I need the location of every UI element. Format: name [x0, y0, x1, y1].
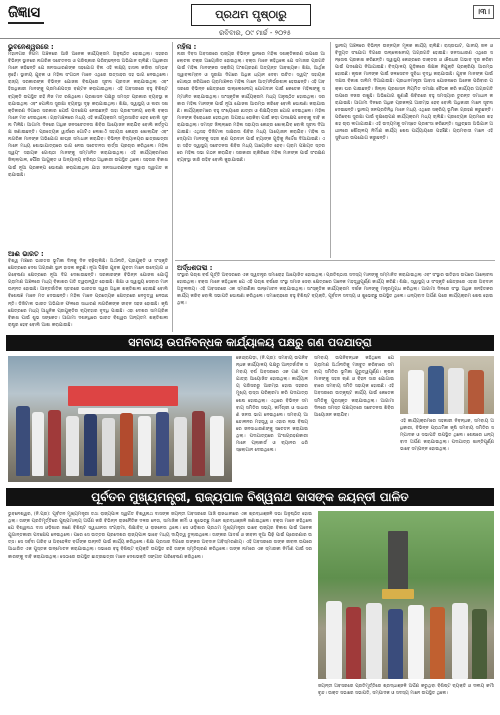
tribute-photo	[318, 511, 494, 679]
newspaper-logo: ଜିଜ୍ଞାସ	[8, 3, 40, 21]
col3-body: ସ୍ଥାନୀୟ ଅଞ୍ଚଳରେ ବିଭିନ୍ନ ଉନ୍ନୟନ ମୂଳକ କାର୍ଯ୍ୟ ଚାଲିଛି। ରାସ୍ତାଘାଟ, ପାନୀୟ ଜଳ ଓ ବିଦ୍ୟୁତ ସଂଯୋଗ ଦିଗରେ ଉଲ୍ଲେଖନୀୟ ଅଗ୍ରଗତି ହୋଇଛି। ଜନସାଧାରଣ ଏଥିରେ ସନ୍ତୋଷ ପ୍ରକାଶ କରିଛନ୍ତି। ସ୍ୱାସ୍ଥ୍ୟ କେନ୍ଦ୍ରରେ ଡାକ୍ତର ଓ ଔଷଧର ଅଭାବ ଦୂର କରିବା ପାଇଁ ପଦକ୍ଷେପ ନିଆଯାଇଛି। ବିଦ୍ୟାଳୟ ଗୁଡ଼ିକରେ ଶିକ୍ଷକ ନିଯୁକ୍ତି ପ୍ରକ୍ରିୟା ଆରମ୍ଭ ହୋଇଛି। କୃଷକ ମାନଙ୍କ ପାଇଁ ଜଳସେଚନ ସୁବିଧା ବୃଦ୍ଧି କରାଯାଉଛି। ଯୁବକ ମାନଙ୍କ ପାଇଁ ଦକ୍ଷତା ବିକାଶ ତାଲିମ ଦିଆଯାଉଛି। ପ୍ରଧାନମନ୍ତ୍ରୀ ଆବାସ ଯୋଜନାରେ ଅନେକ ପରିବାର ପକ୍କା ଘର ପାଇଛନ୍ତି। ଜିଲ୍ଲା ପ୍ରଶାସନ ନିୟମିତ ସମୀକ୍ଷା ବୈଠକ କରି କାର୍ଯ୍ୟର ଅଗ୍ରଗତି ଉପରେ ନଜର ରଖୁଛି। ଅଭିଯୋଗ ଶୁଣାଣି ଶିବିରରେ ବହୁ ସମସ୍ୟାର ତୁରନ୍ତ ସମାଧାନ କରାଯାଇଛି। ଆଗାମୀ ଦିନରେ ଅଧିକ ପ୍ରକଳ୍ପ ଆରମ୍ଭ ହେବ ବୋଲି ଅଧିକାରୀ ମାନେ ସୂଚନା ଦେଇଛନ୍ତି। ସ୍ଥାନୀୟ ଜନପ୍ରତିନିଧି ମାନେ ମଧ୍ୟ ଏଥିରେ ସକ୍ରିୟ ଭୂମିକା ଗ୍ରହଣ କରୁଛନ୍ତି। ପରିବେଶ ସୁରକ୍ଷା ପାଇଁ ବୃକ୍ଷରୋପଣ କାର୍ଯ୍ୟକ୍ରମ ମଧ୍ୟ ଚାଲିଛି। ପ୍ରତ୍ୟେକ ଗ୍ରାମରେ ଶହ ଶହ ଚାରା ଲଗାଯାଉଛି। ଏହି ଉଦ୍ୟମକୁ ସମସ୍ତେ ପ୍ରଶଂସା କରିଛନ୍ତି। ସ୍ୱଚ୍ଛତା ଅଭିଯାନ ଅଧୀନରେ ଶୌଚାଳୟ ନିର୍ମାଣ କାର୍ଯ୍ୟ ଶେଷ ପର୍ଯ୍ୟାୟରେ ପହଞ୍ଚିଛି। ଗ୍ରାମବାସୀ ମାନେ ଏହି ସୁବିଧାର ଉପଯୋଗ କରୁଛନ୍ତି।	[335, 44, 493, 142]
story1-banner: ସମବାୟ ଉପନିବନ୍ଧକ କାର୍ଯ୍ୟାଳୟ ପକ୍ଷରୁ ଗଣ ପଦଯାତ୍ରା	[6, 335, 494, 351]
story2-body: ଭୁବନେଶ୍ୱର, (ନି.ପ୍ର): ପୂର୍ବତନ ମୁଖ୍ୟମନ୍ତ୍ରୀ ତଥା ରାଜ୍ୟପାଳ ସ୍ୱର୍ଗତ ବିଶ୍ୱନାଥ ଦାସଙ୍କ ଜୟନ୍ତୀ ଅବସରରେ ଆଜି ରାଜଧାନୀରେ ଏକ ଶ୍ରଦ୍ଧାଞ୍ଜଳି ସଭା ଅନୁଷ୍ଠିତ ହୋଇଥିଲା। ତାଙ୍କ ପ୍ରତିମୂର୍ତ୍ତିରେ ପୁଷ୍ପମାଲ୍ୟ ଅର୍ପଣ କରି ବିଭିନ୍ନ ରାଜନୈତିକ ଦଳର ନେତା, ସାମାଜିକ କର୍ମୀ ଓ ଶୁଭେଚ୍ଛୁ ମାନେ ଶ୍ରଦ୍ଧାଞ୍ଜଳି ଜଣାଇଥିଲେ। ବକ୍ତା ମାନେ କହିଥିଲେ ଯେ ବିଶ୍ୱନାଥ ଦାସ ଓଡ଼ିଶାର ଜଣେ ବିଶିଷ୍ଟ ସ୍ୱାଧୀନତା ସଂଗ୍ରାମୀ, ଶିକ୍ଷାବିତ୍ ଓ ରାଜନେତା ଥିଲେ। ସେ ଓଡ଼ିଶାର ପ୍ରଥମ ମୁଖ୍ୟମନ୍ତ୍ରୀ ଭାବେ ରାଜ୍ୟର ବିକାଶ ପାଇଁ ଅନେକ ଯୁଗାନ୍ତକାରୀ ପଦକ୍ଷେପ ନେଇଥିଲେ। ପରେ ସେ ଉତ୍ତର ପ୍ରଦେଶର ରାଜ୍ୟପାଳ ଭାବେ ମଧ୍ୟ ଦାୟିତ୍ୱ ତୁଲାଇଥିଲେ। ତାଙ୍କର ଆଦର୍ଶ ଓ ଜୀବନୀ ନୂଆ ପିଢ଼ି ପାଇଁ ପ୍ରେରଣାର ଉତ୍ସ। ସେ ସର୍ବଦା ଗରିବ ଓ ଅବହେଳିତ ବର୍ଗଙ୍କ ଉନ୍ନତି ପାଇଁ କାର୍ଯ୍ୟ କରିଥିଲେ। ଶିକ୍ଷା ପ୍ରସାର ଦିଗରେ ତାଙ୍କର ଅବଦାନ ଅବିସ୍ମରଣୀୟ। ଏହି ଅବସରରେ ତାଙ୍କ ଜୀବନୀ ଉପରେ ଆଧାରିତ ଏକ ପୁସ୍ତକ ଉନ୍ମୋଚନ କରାଯାଇଥିଲା। ସଭାରେ ବହୁ ବିଶିଷ୍ଟ ବ୍ୟକ୍ତି ଉପସ୍ଥିତ ରହି ତାଙ୍କ ସ୍ମୃତିଚାରଣ କରିଥିଲେ। ତାଙ୍କ ନାମରେ ଏକ ସ୍ମାରକୀ ନିର୍ମାଣ ପାଇଁ ସରକାରଙ୍କୁ ଦାବି କରାଯାଇଥିଲା। ସେଠାରେ ଉପସ୍ଥିତ ଛାତ୍ରଛାତ୍ରୀ ମାନେ ଦେଶଭକ୍ତି ସଙ୍ଗୀତ ପରିବେଷଣ କରିଥିଲେ।	[8, 512, 312, 560]
page-number: ।୩।	[473, 5, 495, 19]
tribute-photo-caption: ଜୟନ୍ତୀ ଅବସରରେ ପ୍ରତିମୂର୍ତ୍ତିରେ ଶ୍ରଦ୍ଧାଞ୍ଜଳି ଅର୍ପଣ କରୁଥିବା ବିଶିଷ୍ଟ ବ୍ୟକ୍ତି ଓ ଦଳୀୟ କର୍ମୀ ବୃନ୍ଦ। ଉକ୍ତ ସଭାରେ ସଭାପତି, ସମ୍ପାଦକ ଓ ସଦସ୍ୟ ମାନେ ଉପସ୍ଥିତ ଥିଲେ।	[318, 684, 494, 697]
date-line: ରବିବାର, ୦୯ ମାର୍ଚ୍ଚ - ୨୦୨୫	[218, 29, 291, 37]
masthead	[0, 0, 500, 40]
block4-heading: ଅର୍ଦ୍ଧଶତାବ୍ଦୀ :	[177, 264, 213, 272]
officials-photo	[400, 356, 494, 414]
block4-body: ସଂସ୍ଥାର ପଚାଶ ବର୍ଷ ପୂର୍ତ୍ତି ଅବସରରେ ଏକ ସ୍ୱତନ୍ତ୍ର ସମାରୋହ ଆୟୋଜିତ ହୋଇଥିଲା। ପ୍ରତିଷ୍ଠାତା ସଦସ୍ୟ ମାନଙ୍କୁ ସମ୍ମାନିତ କରାଯାଇଥିଲା ଏବଂ ସଂସ୍ଥାର ଇତିହାସ ଉପରେ ଆଲୋଚନା ହୋଇଥିଲା। ବକ୍ତା ମାନେ କହିଥିଲେ ଯେ ଏହି ପଚାଶ ବର୍ଷରେ ସଂସ୍ଥା ସମାଜ ସେବା କ୍ଷେତ୍ରରେ ଅନେକ ମହତ୍ତ୍ୱପୂର୍ଣ୍ଣ କାର୍ଯ୍ୟ କରିଛି। ଶିକ୍ଷା, ସ୍ୱାସ୍ଥ୍ୟ ଓ ସଂସ୍କୃତି କ୍ଷେତ୍ରରେ ଏହାର ଅବଦାନ ଅତୁଳନୀୟ। ଏହି ଅବସରରେ ଏକ ସ୍ମରଣିକା ଉନ୍ମୋଚନ କରାଯାଇଥିଲା। ସାଂସ୍କୃତିକ କାର୍ଯ୍ୟକ୍ରମ ଦର୍ଶକ ମାନଙ୍କୁ ମନ୍ତ୍ରମୁଗ୍ଧ କରିଥିଲା। ଆଗାମୀ ଦିନରେ ସଂସ୍ଥା ଅଧିକ ଜନହିତକର କାର୍ଯ୍ୟ କରିବ ବୋଲି ସଭାପତି ଘୋଷଣା କରିଥିଲେ। ସମାରୋହରେ ବହୁ ବିଶିଷ୍ଟ ବ୍ୟକ୍ତି, ପୂର୍ବତନ ସଦସ୍ୟ ଓ ଶୁଭେଚ୍ଛୁ ଉପସ୍ଥିତ ଥିଲେ। ଧନ୍ୟବାଦ ଅର୍ପଣ ପରେ କାର୍ଯ୍ୟକ୍ରମ ଶେଷ ହୋଇଥିଲା।	[177, 273, 493, 307]
section-rule	[175, 260, 495, 261]
col1-heading-2: ଆଈ ଭାରତ :	[8, 250, 44, 258]
column-divider	[330, 42, 331, 258]
story2-banner: ପୂର୍ବତନ ମୁଖ୍ୟମନ୍ତ୍ରୀ, ରାଜ୍ୟପାଳ ବିଶ୍ୱନାଥ ଦାସଙ୍କ ଜୟନ୍ତୀ ପାଳିତ	[6, 488, 494, 506]
col1-heading: ଭୁବନେଶ୍ୱରରେ :	[8, 43, 54, 51]
masthead-rule	[0, 38, 500, 39]
story1-left-body: କେନ୍ଦ୍ରାପଡ଼ା, (ନି.ପ୍ର): ସମବାୟ ଉପନିବନ୍ଧକ କାର୍ଯ୍ୟାଳୟ ପକ୍ଷରୁ ଆନ୍ତର୍ଜାତିକ ସମବାୟ ବର୍ଷ ଅବସରରେ ଏକ ଗଣ ପଦଯାତ୍ରା ଆୟୋଜିତ ହୋଇଥିଲା। କାର୍ଯ୍ୟାଳୟ ପରିସରରୁ ଆରମ୍ଭ ହୋଇ ସହରର ମୁଖ୍ୟ ରାସ୍ତା ପରିକ୍ରମା କରି ପଦଯାତ୍ରା ଶେଷ ହୋଇଥିଲା। ଏଥିରେ ବିଭିନ୍ନ ସମବାୟ ସମିତିର ସଭ୍ୟ, କର୍ମଚାରୀ ଓ ସାଧାରଣ ଜନତା ଭାଗ ନେଇଥିଲେ। ସମବାୟ ଆନ୍ଦୋଳନର ମହତ୍ତ୍ୱ ଓ ଏହାର ଲାଭ ବିଷୟରେ ଜନସାଧାରଣଙ୍କୁ ସଚେତନ କରାଯାଇଥିଲା। ପଦଯାତ୍ରାରେ ଅଂଶଗ୍ରହଣକାରୀ ମାନେ ପ୍ଲାକାର୍ଡ ଓ ବ୍ୟାନର ଧରି ସ୍ଲୋଗାନ ଦେଇଥିଲେ।	[236, 356, 308, 454]
section-title: ପ୍ରଥମ ପୃଷ୍ଠାରୁ	[191, 4, 311, 26]
col2-heading: ମହିଳା :	[177, 43, 197, 51]
logo-underline	[8, 22, 44, 24]
col2-body: ନାରୀ ଦିବସ ଅବସରରେ ରାଜ୍ୟର ବିଭିନ୍ନ ସ୍ଥାନରେ ମହିଳା ସଶକ୍ତିକରଣ ଉପରେ ଆଲୋଚନା ଚକ୍ର ଆୟୋଜିତ ହୋଇଥିଲା। ବକ୍ତା ମାନେ କହିଥିଲେ ଯେ ସମାଜର ପ୍ରଗତି ପାଇଁ ମହିଳା ମାନଙ୍କର ସକ୍ରିୟ ଅଂଶଗ୍ରହଣ ଅତ୍ୟନ୍ତ ଆବଶ୍ୟକ। ଶିକ୍ଷା, ଆର୍ଥିକ ସ୍ୱାବଲମ୍ବନ ଓ ସୁରକ୍ଷା ଦିଗରେ ଅଧିକ ଧ୍ୟାନ ଦେବା ଉଚିତ। ସ୍ୱୟଂ ସହାୟକ ଗୋଷ୍ଠୀ ଜରିଆରେ ଗ୍ରାମାଞ୍ଚଳର ମହିଳା ମାନେ ଆତ୍ମନିର୍ଭରଶୀଳ ହେଉଛନ୍ତି। ଏହି ଅବସରରେ ବିଭିନ୍ନ କ୍ଷେତ୍ରରେ ଉଲ୍ଲେଖନୀୟ ଯୋଗଦାନ ପାଇଁ କେତେକ ମହିଳାଙ୍କୁ ସମ୍ମାନିତ କରାଯାଇଥିଲା। ସାଂସ୍କୃତିକ କାର୍ଯ୍ୟକ୍ରମ ମଧ୍ୟ ଅନୁଷ୍ଠିତ ହୋଇଥିଲା। ସରକାର ମହିଳା ମାନଙ୍କ ପାଇଁ ନୂଆ ଯୋଜନା ଆରମ୍ଭ କରିବେ ବୋଲି ଘୋଷଣା କରାଯାଇଛି। କାର୍ଯ୍ୟକ୍ରମରେ ବହୁ ସଂଖ୍ୟାରେ ଛାତ୍ରୀ ଓ ଶିକ୍ଷୟିତ୍ରୀ ଯୋଗ ଦେଇଥିଲେ। ମହିଳା ମାନଙ୍କ ବିରୋଧରେ ହେଉଥିବା ଅପରାଧ ରୋକିବା ପାଇଁ କଡ଼ା ପଦକ୍ଷେପ ନେବାକୁ ଦାବି କରାଯାଇଥିଲା। ସମସ୍ତ ଜିଲ୍ଲାରେ ମହିଳା ସହାୟତା କେନ୍ଦ୍ର ଖୋଲାଯିବ ବୋଲି ସୂଚନା ଦିଆଯାଇଛି। ଏଥିସହ ଡିଜିଟାଲ ସାକ୍ଷରତା ଶିବିର ମଧ୍ୟ ଆୟୋଜନ କରାଯିବ। ମହିଳା ଉଦ୍ୟୋଗୀ ମାନଙ୍କୁ ସହଜ ଋଣ ପ୍ରଦାନ ପାଇଁ ବ୍ୟାଙ୍କ ଗୁଡ଼ିକୁ ନିର୍ଦ୍ଦେଶ ଦିଆଯାଇଛି। ଏହା ସହିତ ସ୍ୱାସ୍ଥ୍ୟ ସଚେତନତା ଶିବିର ମଧ୍ୟ ଆୟୋଜିତ ହେବ। ଗ୍ରାମ ପଞ୍ଚାୟତ ସ୍ତରରେ ମହିଳା ସଭା ଗଠନ କରାଯିବ। ସରକାରୀ ଚାକିରିରେ ମହିଳା ମାନଙ୍କ ପାଇଁ ସଂରକ୍ଷଣ ବ୍ୟବସ୍ଥା ଜାରି ରହିବ ବୋଲି କୁହାଯାଇଛି।	[177, 52, 325, 164]
column-divider	[172, 42, 173, 332]
col1-body: ମହାନଗର ନିଗମ ଅଞ୍ଚଳରେ ଆଜି ଅନେକ କାର୍ଯ୍ୟକ୍ରମ ଅନୁଷ୍ଠିତ ହୋଇଥିଲା। ସହରର ବିଭିନ୍ନ ସ୍ଥାନରେ ନାଗରିକ ସଚେତନତା ଓ ପରିଷ୍କାର ପରିଚ୍ଛନ୍ନତା ଅଭିଯାନ ଚାଲିଛି। ଅଧିକାରୀ ମାନେ କହିଛନ୍ତି ଯେ ଜନସାଧାରଣଙ୍କ ସହଯୋଗ ବିନା ଏହି ଲକ୍ଷ୍ୟ ହାସଲ କରିବା ସମ୍ଭବ ନୁହେଁ। ସ୍ଥାନୀୟ ଯୁବକ ଓ ମହିଳା ସଂଗଠନ ମାନେ ଏଥିରେ ଉତ୍ସାହର ସହ ଭାଗ ନେଇଥିଲେ। ରାଜ୍ୟ ସରକାରଙ୍କ ବିଭିନ୍ନ ଯୋଜନା ବିଷୟରେ ସୂଚନା ପ୍ରଦାନ କରାଯାଇଥିଲା ଏବଂ ହିତାଧିକାରୀ ମାନଙ୍କୁ ପ୍ରମାଣପତ୍ର ବଣ୍ଟନ କରାଯାଇଥିଲା। ଏହି ଅବସରରେ ବହୁ ବିଶିଷ୍ଟ ବ୍ୟକ୍ତି ଉପସ୍ଥିତ ରହି ନିଜ ମତ ରଖିଥିଲେ। ପ୍ରଶାସନ ପକ୍ଷରୁ ସମସ୍ତ ପ୍ରକାର ବ୍ୟବସ୍ଥା କରାଯାଇଥିଲା ଏବଂ ପୋଲିସ ସୁରକ୍ଷା ବ୍ୟବସ୍ଥା ଦୃଢ଼ କରାଯାଇଥିଲା। ଶିକ୍ଷା, ସ୍ୱାସ୍ଥ୍ୟ ଓ ନାରୀ ସଶକ୍ତିକରଣ ଦିଗରେ ସରକାର ଯେଉଁ ପଦକ୍ଷେପ ନେଇଛନ୍ତି ତାହା ପ୍ରଶଂସନୀୟ ବୋଲି ବକ୍ତା ମାନେ ମତ ଦେଇଥିଲେ। ଗ୍ରାମାଞ୍ଚଳରେ ମଧ୍ୟ ଏହି କାର୍ଯ୍ୟକ୍ରମ ସମ୍ପ୍ରସାରିତ ହେବ ବୋଲି ସୂଚନା ମିଳିଛି। ଆଗାମୀ ଦିନରେ ଅଧିକ ଜନସଚେତନତା ଶିବିର ଆୟୋଜନ କରାଯିବ ବୋଲି କର୍ତ୍ତୃପକ୍ଷ ଜଣାଇଛନ୍ତି। ପ୍ରତ୍ୟେକ ୱାର୍ଡରେ ଗୋଟିଏ ଲେଖାଏଁ ସହାୟତା କେନ୍ଦ୍ର ଖୋଲାଯିବ ଏବଂ ନାଗରିକ ମାନଙ୍କ ଅଭିଯୋଗ ଶୀଘ୍ର ସମାଧାନ କରାଯିବ। ବିଭିନ୍ନ ବିଦ୍ୟାଳୟର ଛାତ୍ରଛାତ୍ରୀ ମାନେ ମଧ୍ୟ ଶୋଭାଯାତ୍ରାରେ ଭାଗ ନେଇ ସଚେତନତା ବାର୍ତ୍ତା ପ୍ରଚାର କରିଥିଲେ। ମହିଳା ସ୍ୱୟଂ ସହାୟକ ଗୋଷ୍ଠୀ ମାନଙ୍କୁ ସମ୍ମାନିତ କରାଯାଇଥିଲା। ଏହି କାର୍ଯ୍ୟକ୍ରମରେ ଜିଲ୍ଲାପାଳ, ପୌର ଆୟୁକ୍ତ ଓ ଅନ୍ୟାନ୍ୟ ବରିଷ୍ଠ ଅଧିକାରୀ ଉପସ୍ଥିତ ଥିଲେ। ସହରର ବିକାଶ ପାଇଁ ନୂଆ ପ୍ରକଳ୍ପ ଘୋଷଣା କରାଯାଇଥିଲା ଯାହା ଜନସାଧାରଣଙ୍କ ଦ୍ୱାରା ସ୍ୱାଗତ କରାଯାଇଛି।	[8, 52, 168, 178]
story1-right-body: ଏହି କାର୍ଯ୍ୟକ୍ରମରେ ସହକାରୀ ନିବନ୍ଧକ, ସମବାୟ ଅଧିକାରୀ, ବିଭିନ୍ନ ପ୍ରାଥମିକ କୃଷି ସମବାୟ ସମିତିର ସମ୍ପାଦକ ଓ ସଭାପତି ଉପସ୍ଥିତ ଥିଲେ। ଶେଷରେ ଧନ୍ୟବାଦ ଅର୍ପଣ କରାଯାଇଥିଲା। ପଦଯାତ୍ରା ଶାନ୍ତିପୂର୍ଣ୍ଣ ଭାବେ ସମ୍ପନ୍ନ ହୋଇଥିଲା।	[400, 419, 494, 453]
col1-body-2: ବିଶ୍ୱ ମଞ୍ଚରେ ଭାରତର ଭୂମିକା ଦିନକୁ ଦିନ ବଢ଼ିଚାଲିଛି। ଅର୍ଥନୀତି, ପ୍ରଯୁକ୍ତି ଓ ସଂସ୍କୃତି କ୍ଷେତ୍ରରେ ଦେଶ ଅଗ୍ରଣୀ ସ୍ଥାନ ହାସଲ କରୁଛି। ନୂଆ ପିଢ଼ିର ଯୁବକ ଯୁବତୀ ମାନେ ଉଦ୍ୟୋଗ ଓ ଗବେଷଣା କ୍ଷେତ୍ରରେ ନୂଆ ଦିଗ ଦେଖାଉଛନ୍ତି। ସରକାରଙ୍କ ବିଭିନ୍ନ ଯୋଜନା ଯୋଗୁଁ ଗ୍ରାମୀଣ ଅଞ୍ଚଳରେ ମଧ୍ୟ ବିକାଶର ଗତି ତ୍ୱରାନ୍ୱିତ ହୋଇଛି। ଶିକ୍ଷା ଓ ସ୍ୱାସ୍ଥ୍ୟ ସେବାର ମାନ ଉନ୍ନତ ହୋଇଛି। ଆନ୍ତର୍ଜାତିକ ସ୍ତରରେ ଭାରତର ସ୍ୱର ଅଧିକ ଶକ୍ତିଶାଳୀ ହୋଇଛି ବୋଲି ବିଶେଷଜ୍ଞ ମାନେ ମତ ଦେଉଛନ୍ତି। ମହିଳା ମାନେ ପ୍ରତ୍ୟେକ କ୍ଷେତ୍ରରେ ନେତୃତ୍ୱ ନେଉଛନ୍ତି। ଡିଜିଟାଲ ଭାରତ ଅଭିଯାନ ଫଳରେ ସାଧାରଣ ନାଗରିକଙ୍କ ଜୀବନ ସହଜ ହୋଇଛି। କୃଷି କ୍ଷେତ୍ରରେ ମଧ୍ୟ ଆଧୁନିକ ପ୍ରଯୁକ୍ତିର ବ୍ୟବହାର ବୃଦ୍ଧି ପାଇଛି। ଏହା ଦେଶର ସାମଗ୍ରିକ ବିକାଶ ପାଇଁ ଶୁଭ ସଙ୍କେତ। ଆଗାମୀ ଦଶନ୍ଧିରେ ଭାରତ ବିଶ୍ୱର ଅନ୍ୟତମ ଶକ୍ତିଶାଳୀ ରାଷ୍ଟ୍ର ହେବ ବୋଲି ଆଶା କରାଯାଉଛି।	[8, 259, 168, 328]
rally-photo	[8, 356, 232, 482]
story1-mid-body: ସମବାୟ ଉପନିବନ୍ଧକ କହିଥିଲେ ଯେ ଗ୍ରାମୀଣ ଅର୍ଥନୀତିକୁ ମଜବୁତ କରିବାରେ ସମବାୟ ସମିତିର ଭୂମିକା ଗୁରୁତ୍ୱପୂର୍ଣ୍ଣ। କୃଷକ ମାନଙ୍କୁ ସହଜ ଋଣ ଓ ବିହନ ସାର ଯୋଗାଇବାରେ ସମବାୟ ସମିତି ସହାୟକ ହୋଇଛି। ଏହି ଅବସରରେ ଉତ୍କୃଷ୍ଟ କାର୍ଯ୍ୟ ପାଇଁ କେତେକ ସମିତିକୁ ପୁରସ୍କୃତ କରାଯାଇଥିଲା। ଆଗାମୀ ଦିନରେ ସମସ୍ତ ପଞ୍ଚାୟତରେ ସଚେତନତା ଶିବିର ଆୟୋଜନ କରାଯିବ।	[314, 356, 394, 418]
